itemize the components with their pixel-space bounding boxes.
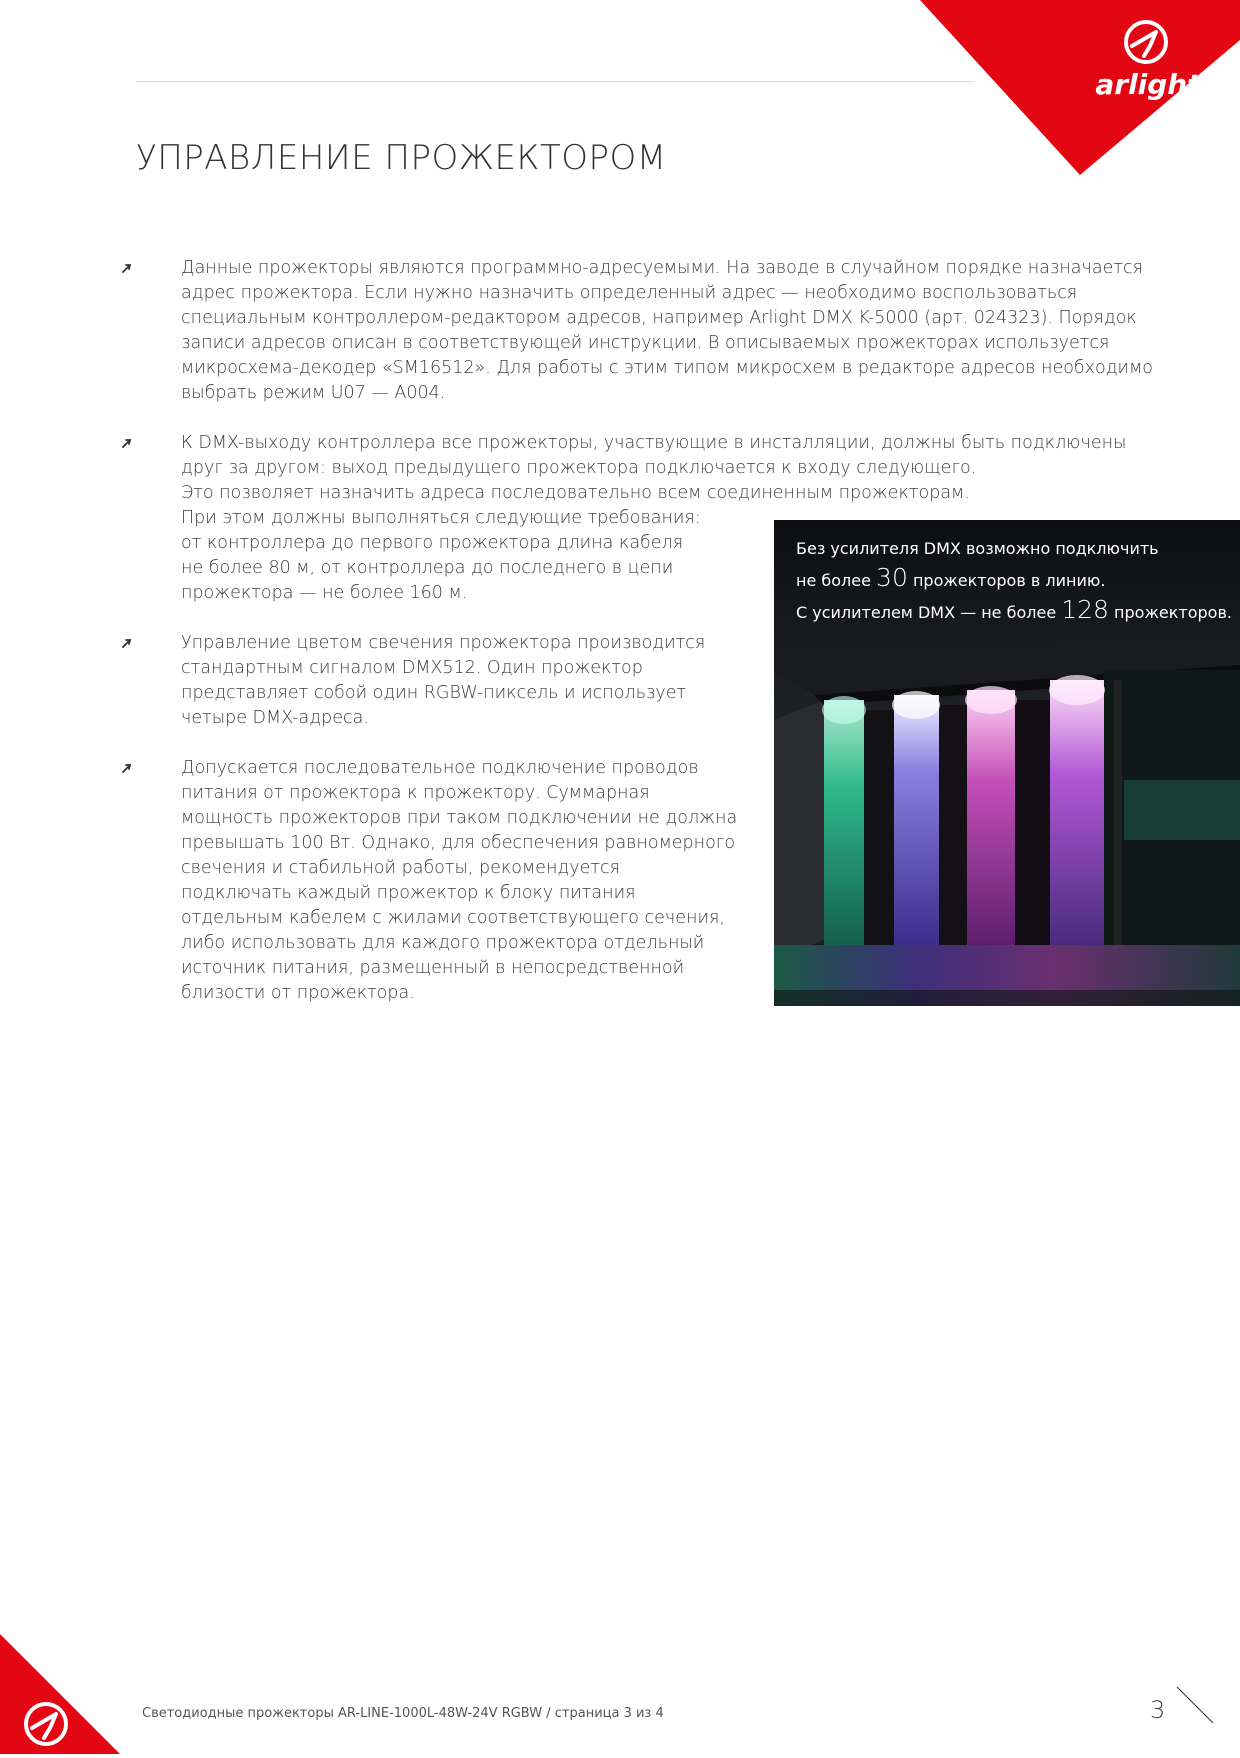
paragraph-3 [120,631,705,731]
header-divider [136,81,974,82]
paragraph-text: Управление цветом свечения прожектора производится стандартным сигналом DMX512. Один прожектор представляет собой один RGBW-пиксель и использует четыре DMX-адреса. [181,633,706,728]
max-with-amplifier: 128 [1061,595,1109,624]
paragraph-text: Данные прожекторы являются программно-адресуемыми. На заводе в случайном порядке назначается адрес прожектора. Если нужно назначить определенный адрес — необходимо воспользоваться специальным контроллером-редактором адресов, например Arlight DMX K-5000 (арт. 024323). Порядок записи адресов описан в соответствующей инструкции. В описываемых прожекторах используется микросхема-декодер «SM16512». Для работы с этим типом микросхем в редакторе адресов необходимо выбрать режим U07 — A004. [181,258,1153,403]
bullet-arrow-icon [120,436,134,450]
facade-photo [774,520,1240,1006]
paragraph-1 [120,256,1153,406]
paragraph-text: К DMX-выходу контроллера все прожекторы, участвующие в инсталляции, должны быть подключены друг за другом: выход предыдущего прожектора подключается к входу следующего. Это позволяет назначить адреса последовательно всем соединенным прожекторам. При этом должны выполняться следующие требования: от контроллера до первого прожектора длина кабеля не более 80 м, от контроллера до последнего в цепи прожектора — не более 160 м. [181,433,1127,603]
caption-line-3: С усилителем DMX — не более 128 прожекторов. [796,595,1232,624]
photo-caption [796,534,1234,627]
caption-line-2: не более 30 прожекторов в линию. [796,563,1106,592]
bullet-arrow-icon [120,261,134,275]
page-title: УПРАВЛЕНИЕ ПРОЖЕКТОРОМ [136,138,667,178]
caption-line-1: Без усилителя DMX возможно подключить [796,539,1159,558]
page-slash-decoration [1175,1685,1215,1725]
bullet-arrow-icon [120,761,134,775]
max-without-amplifier: 30 [876,563,908,592]
paragraph-text: Допускается последовательное подключение проводов питания от прожектора к прожектору. Суммарная мощность прожекторов при таком подключении не должна превышать 100 Вт. Однако, для обеспечения равномерного свечения и стабильной работы, рекомендуется подключать каждый прожектор к блоку питания отдельным кабелем с жилами соответствующего сечения, либо использовать для каждого прожектора отдельный источник питания, размещенный в непосредственной близости от прожектора. [181,758,738,1003]
bullet-arrow-icon [120,636,134,650]
brand-corner-bottom [0,1614,120,1754]
page-number: 3 [1150,1696,1166,1724]
brand-corner [920,0,1240,180]
paragraph-4 [120,756,737,1006]
logo-text: arlight [1095,68,1201,101]
footer-text: Светодиодные прожекторы AR-LINE-1000L-48W-24V RGBW / страница 3 из 4 [142,1706,664,1721]
